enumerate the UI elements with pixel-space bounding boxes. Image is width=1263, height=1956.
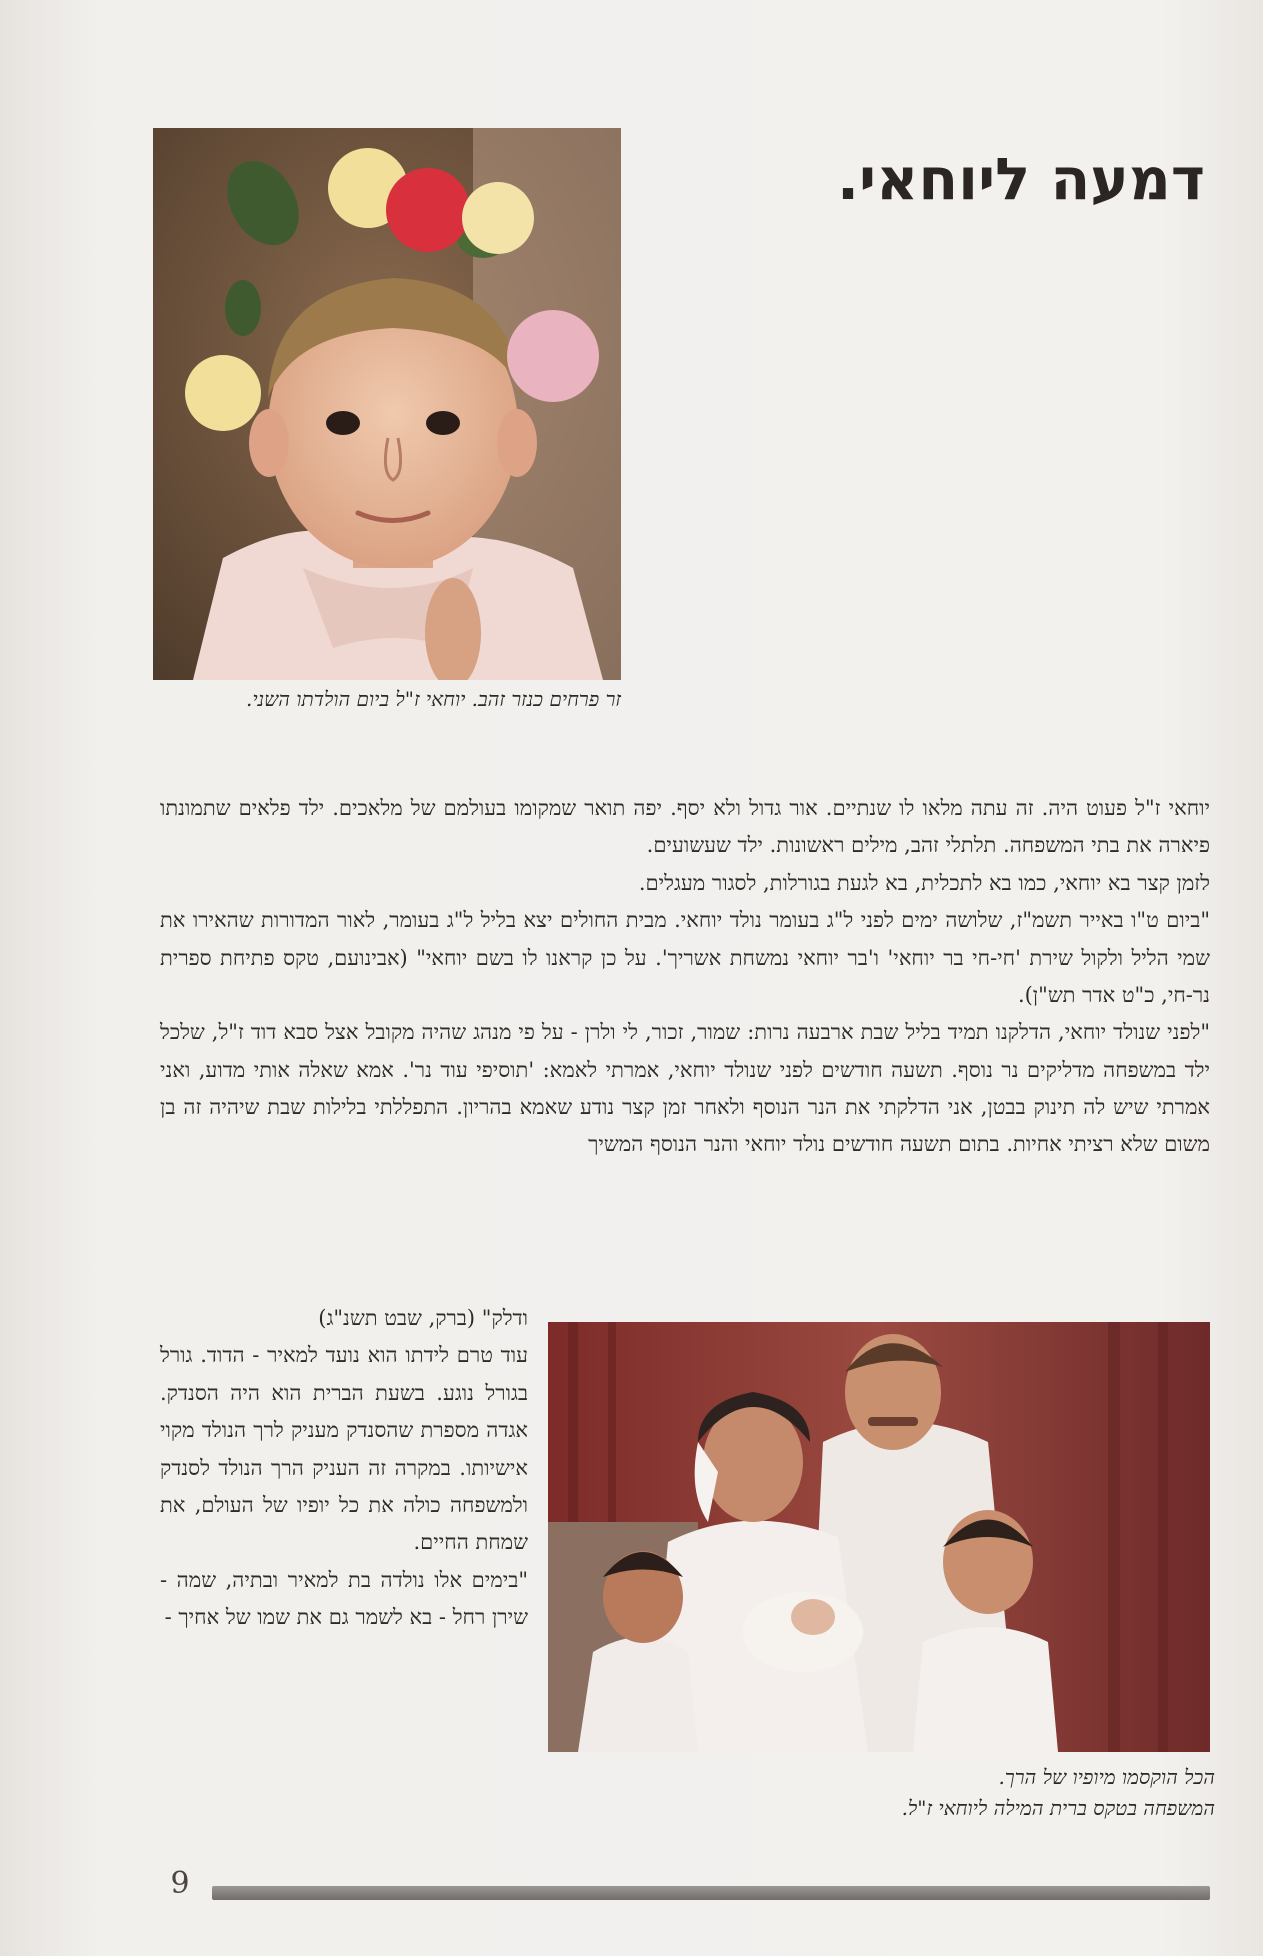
family-ceremony-photo	[548, 1322, 1210, 1752]
child-portrait-photo	[153, 128, 621, 680]
side-column-text	[160, 1300, 528, 1636]
family-ceremony-caption	[740, 1762, 1215, 1824]
paragraph: ודלק" (ברק, שבט תשנ"ג)	[318, 1306, 528, 1330]
caption-line: הכל הוקסמו מיופיו של הרך.	[998, 1765, 1215, 1789]
paragraph: לזמן קצר בא יוחאי, כמו בא לתכלית, בא לגעת בגורלות, לסגור מעגלים.	[638, 870, 1210, 895]
paragraph: "לפני שנולד יוחאי, הדלקנו תמיד בליל שבת ארבעה נרות: שמור, זכור, לי ולרן - על פי מנהג שהיה מקובל אצל סבא דוד ז"ל, שלכל ילד במשפחה מדליקים נר נוסף. תשעה חודשים לפני שנולד יוחאי, אמרתי לאמא: 'תוסיפי עוד נר'. אמא שאלה אותי מדוע, ואני אמרתי שיש לה תינוק בבטן, אני הדלקתי את הנר הנוסף ולאחר זמן קצר נודע שאמא בהריון. התפללתי בלילות שבת שיהיה זה בן משום שלא רציתי אחיות. בתום תשעה חודשים נולד יוחאי והנר הנוסף המשיך	[160, 1020, 1210, 1157]
paragraph: עוד טרם לידתו הוא נועד למאיר - הדוד. גורל בגורל נוגע. בשעת הברית הוא היה הסנדק. אגדה מספרת שהסנדק מעניק לרך הנולד מקוי אישיותו. במקרה זה העניק הרך הנולד לסנדק ולמשפחה כולה את כל יופיו של העולם, את שמחת החיים.	[160, 1343, 528, 1555]
paragraph: "ביום ט"ו באייר תשמ"ז, שלושה ימים לפני ל"ג בעומר נולד יוחאי. מבית החולים יצא בליל ל"ג בעומר, לאור המדורות שהאירו את שמי הליל ולקול שירת 'חי-חי בר יוחאי' ו'בר יוחאי נמשחת אשריך'. על כן קראנו לו בשם יוחאי" (אבינועם, טקס פתיחת ספרית נר-חי, כ"ט אדר תש"ן).	[160, 908, 1210, 1007]
paragraph: יוחאי ז"ל פעוט היה. זה עתה מלאו לו שנתיים. אור גדול ולא יסף. יפה תואר שמקומו בעולמם של מלאכים. ילד פלאים שתמונתו פיארה את בתי המשפחה. תלתלי זהב, מילים ראשונות. ילד שעשועים.	[160, 796, 1210, 858]
child-portrait-illustration	[153, 128, 621, 680]
child-portrait-caption: זר פרחים כנזר זהב. יוחאי ז"ל ביום הולדתו השני.	[246, 687, 621, 711]
family-ceremony-illustration	[548, 1322, 1210, 1752]
footer-rule	[212, 1886, 1210, 1900]
paragraph: "בימים אלו נולדה בת למאיר ובתיה, שמה - שירן רחל - בא לשמר גם את שמו של אחיך -	[160, 1567, 528, 1629]
page-number: 9	[170, 1866, 190, 1901]
page-title: דמעה ליוחאי.	[837, 145, 1205, 213]
caption-line: המשפחה בטקס ברית המילה ליוחאי ז"ל.	[901, 1796, 1215, 1820]
main-article-text	[160, 790, 1210, 1164]
